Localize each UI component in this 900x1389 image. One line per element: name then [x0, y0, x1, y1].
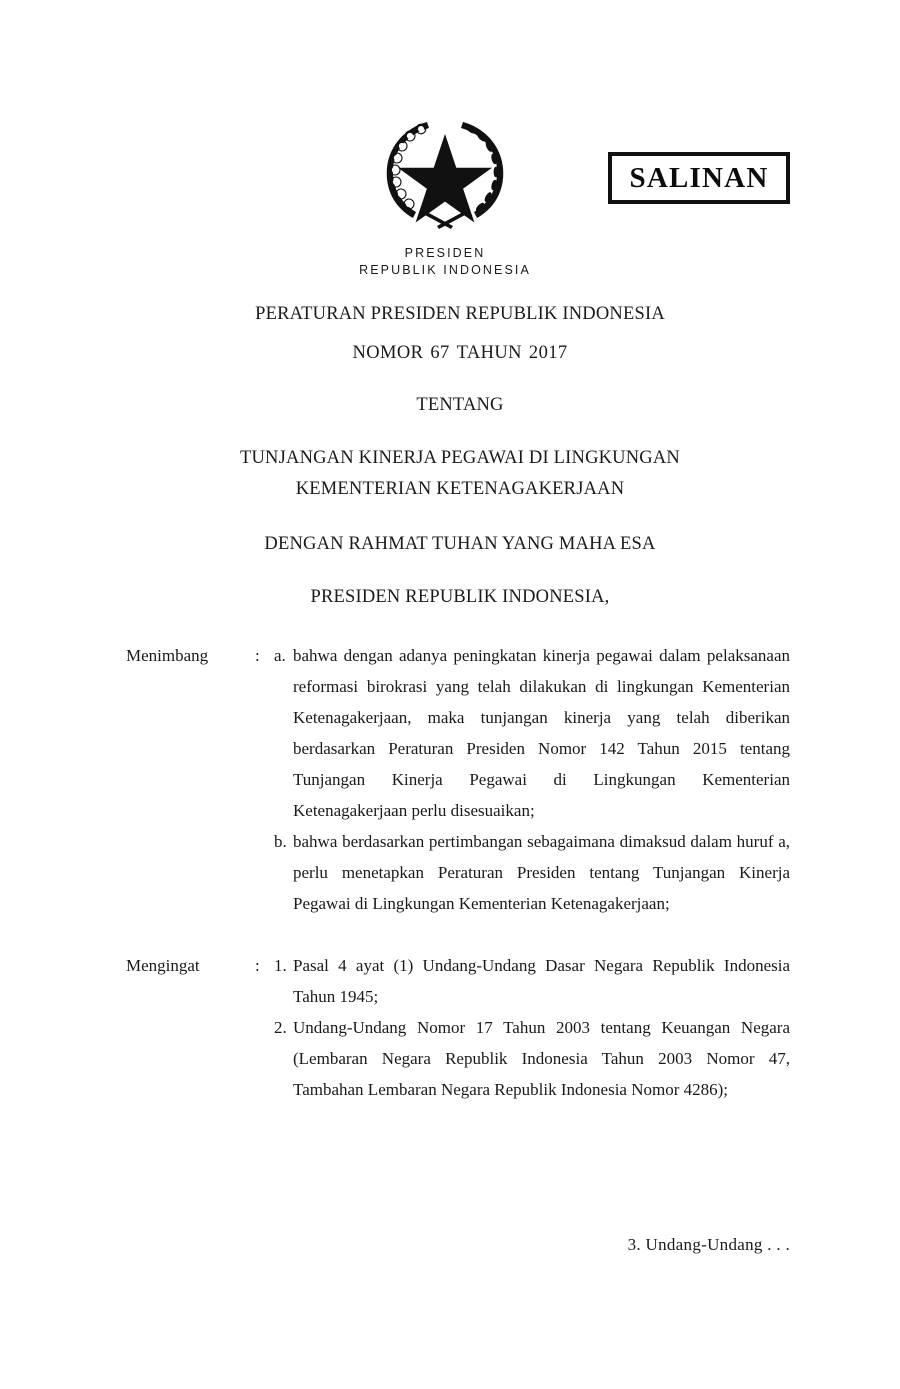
emblem-caption-line-1: PRESIDEN: [404, 246, 486, 260]
emblem-caption-line-2: REPUBLIK INDONESIA: [359, 262, 531, 277]
salinan-stamp-label: SALINAN: [629, 161, 769, 194]
menimbang-item-a-text: bahwa dengan adanya peningkatan kinerja pegawai dalam pelaksanaan reformasi birokrasi yang telah dilakukan di lingkungan Kementerian Ketenagakerjaan, maka tunjangan kinerja yang telah diberikan berdasarkan Peraturan Presiden Nomor 142 Tahun 2015 tentang Tunjangan Kinerja Pegawai di Lingkungan Kementerian Ketenagakerjaan perlu disesuaikan;: [293, 646, 790, 820]
menimbang-item-b-text: bahwa berdasarkan pertimbangan sebagaimana dimaksud dalam huruf a, perlu menetapkan Peraturan Presiden tentang Tunjangan Kinerja Pegawai di Lingkungan Kementerian Ketenagakerjaan;: [293, 832, 790, 913]
subject-line-2: KEMENTERIAN KETENAGAKERJAAN: [295, 478, 625, 499]
emblem-caption: [295, 245, 595, 278]
subject-line-1: TUNJANGAN KINERJA PEGAWAI DI LINGKUNGAN: [239, 447, 680, 468]
mengingat-item-2: [274, 1012, 790, 1105]
garuda-star-wreath-emblem: [375, 108, 515, 233]
clause-group-spacer: [0, 919, 900, 950]
clauses-section: [0, 640, 900, 1105]
mengingat-group: [0, 950, 900, 1105]
menimbang-colon: :: [255, 646, 260, 665]
title-block: [130, 303, 790, 608]
regulation-number-line: [130, 342, 790, 364]
menimbang-label: Menimbang: [126, 646, 209, 665]
menimbang-items: [274, 640, 790, 919]
menimbang-item-a-marker: a.: [274, 646, 286, 665]
mengingat-items: [274, 950, 790, 1105]
page-catchword: 3. Undang-Undang . . .: [627, 1235, 790, 1254]
nomor-word: NOMOR: [352, 343, 424, 364]
invocation-line: DENGAN RAHMAT TUHAN YANG MAHA ESA: [264, 533, 656, 554]
mengingat-label: Mengingat: [126, 956, 200, 975]
mengingat-item-2-text: Undang-Undang Nomor 17 Tahun 2003 tentang Keuangan Negara (Lembaran Negara Republik Indonesia Tahun 2003 Nomor 47, Tambahan Lembaran Negara Republik Indonesia Nomor 4286);: [293, 1018, 790, 1099]
mengingat-colon: :: [255, 956, 260, 975]
menimbang-item-b-marker: b.: [274, 832, 287, 851]
menimbang-item-b: [274, 826, 790, 919]
menimbang-group: [0, 640, 900, 919]
mengingat-item-1-text: Pasal 4 ayat (1) Undang-Undang Dasar Negara Republik Indonesia Tahun 1945;: [293, 956, 790, 1006]
masthead: [0, 100, 900, 290]
tahun-word: TAHUN: [456, 343, 522, 364]
regulation-type-line: PERATURAN PRESIDEN REPUBLIK INDONESIA: [255, 304, 665, 324]
tentang-label: TENTANG: [416, 395, 504, 416]
issuer-line: PRESIDEN REPUBLIK INDONESIA,: [310, 587, 610, 608]
salinan-stamp: [608, 152, 790, 204]
nomor-value: 67: [430, 343, 450, 364]
mengingat-item-1-marker: 1.: [274, 956, 287, 975]
mengingat-item-1: [274, 950, 790, 1012]
menimbang-item-a: [274, 640, 790, 826]
mengingat-item-2-marker: 2.: [274, 1018, 287, 1037]
tahun-value: 2017: [528, 343, 568, 364]
